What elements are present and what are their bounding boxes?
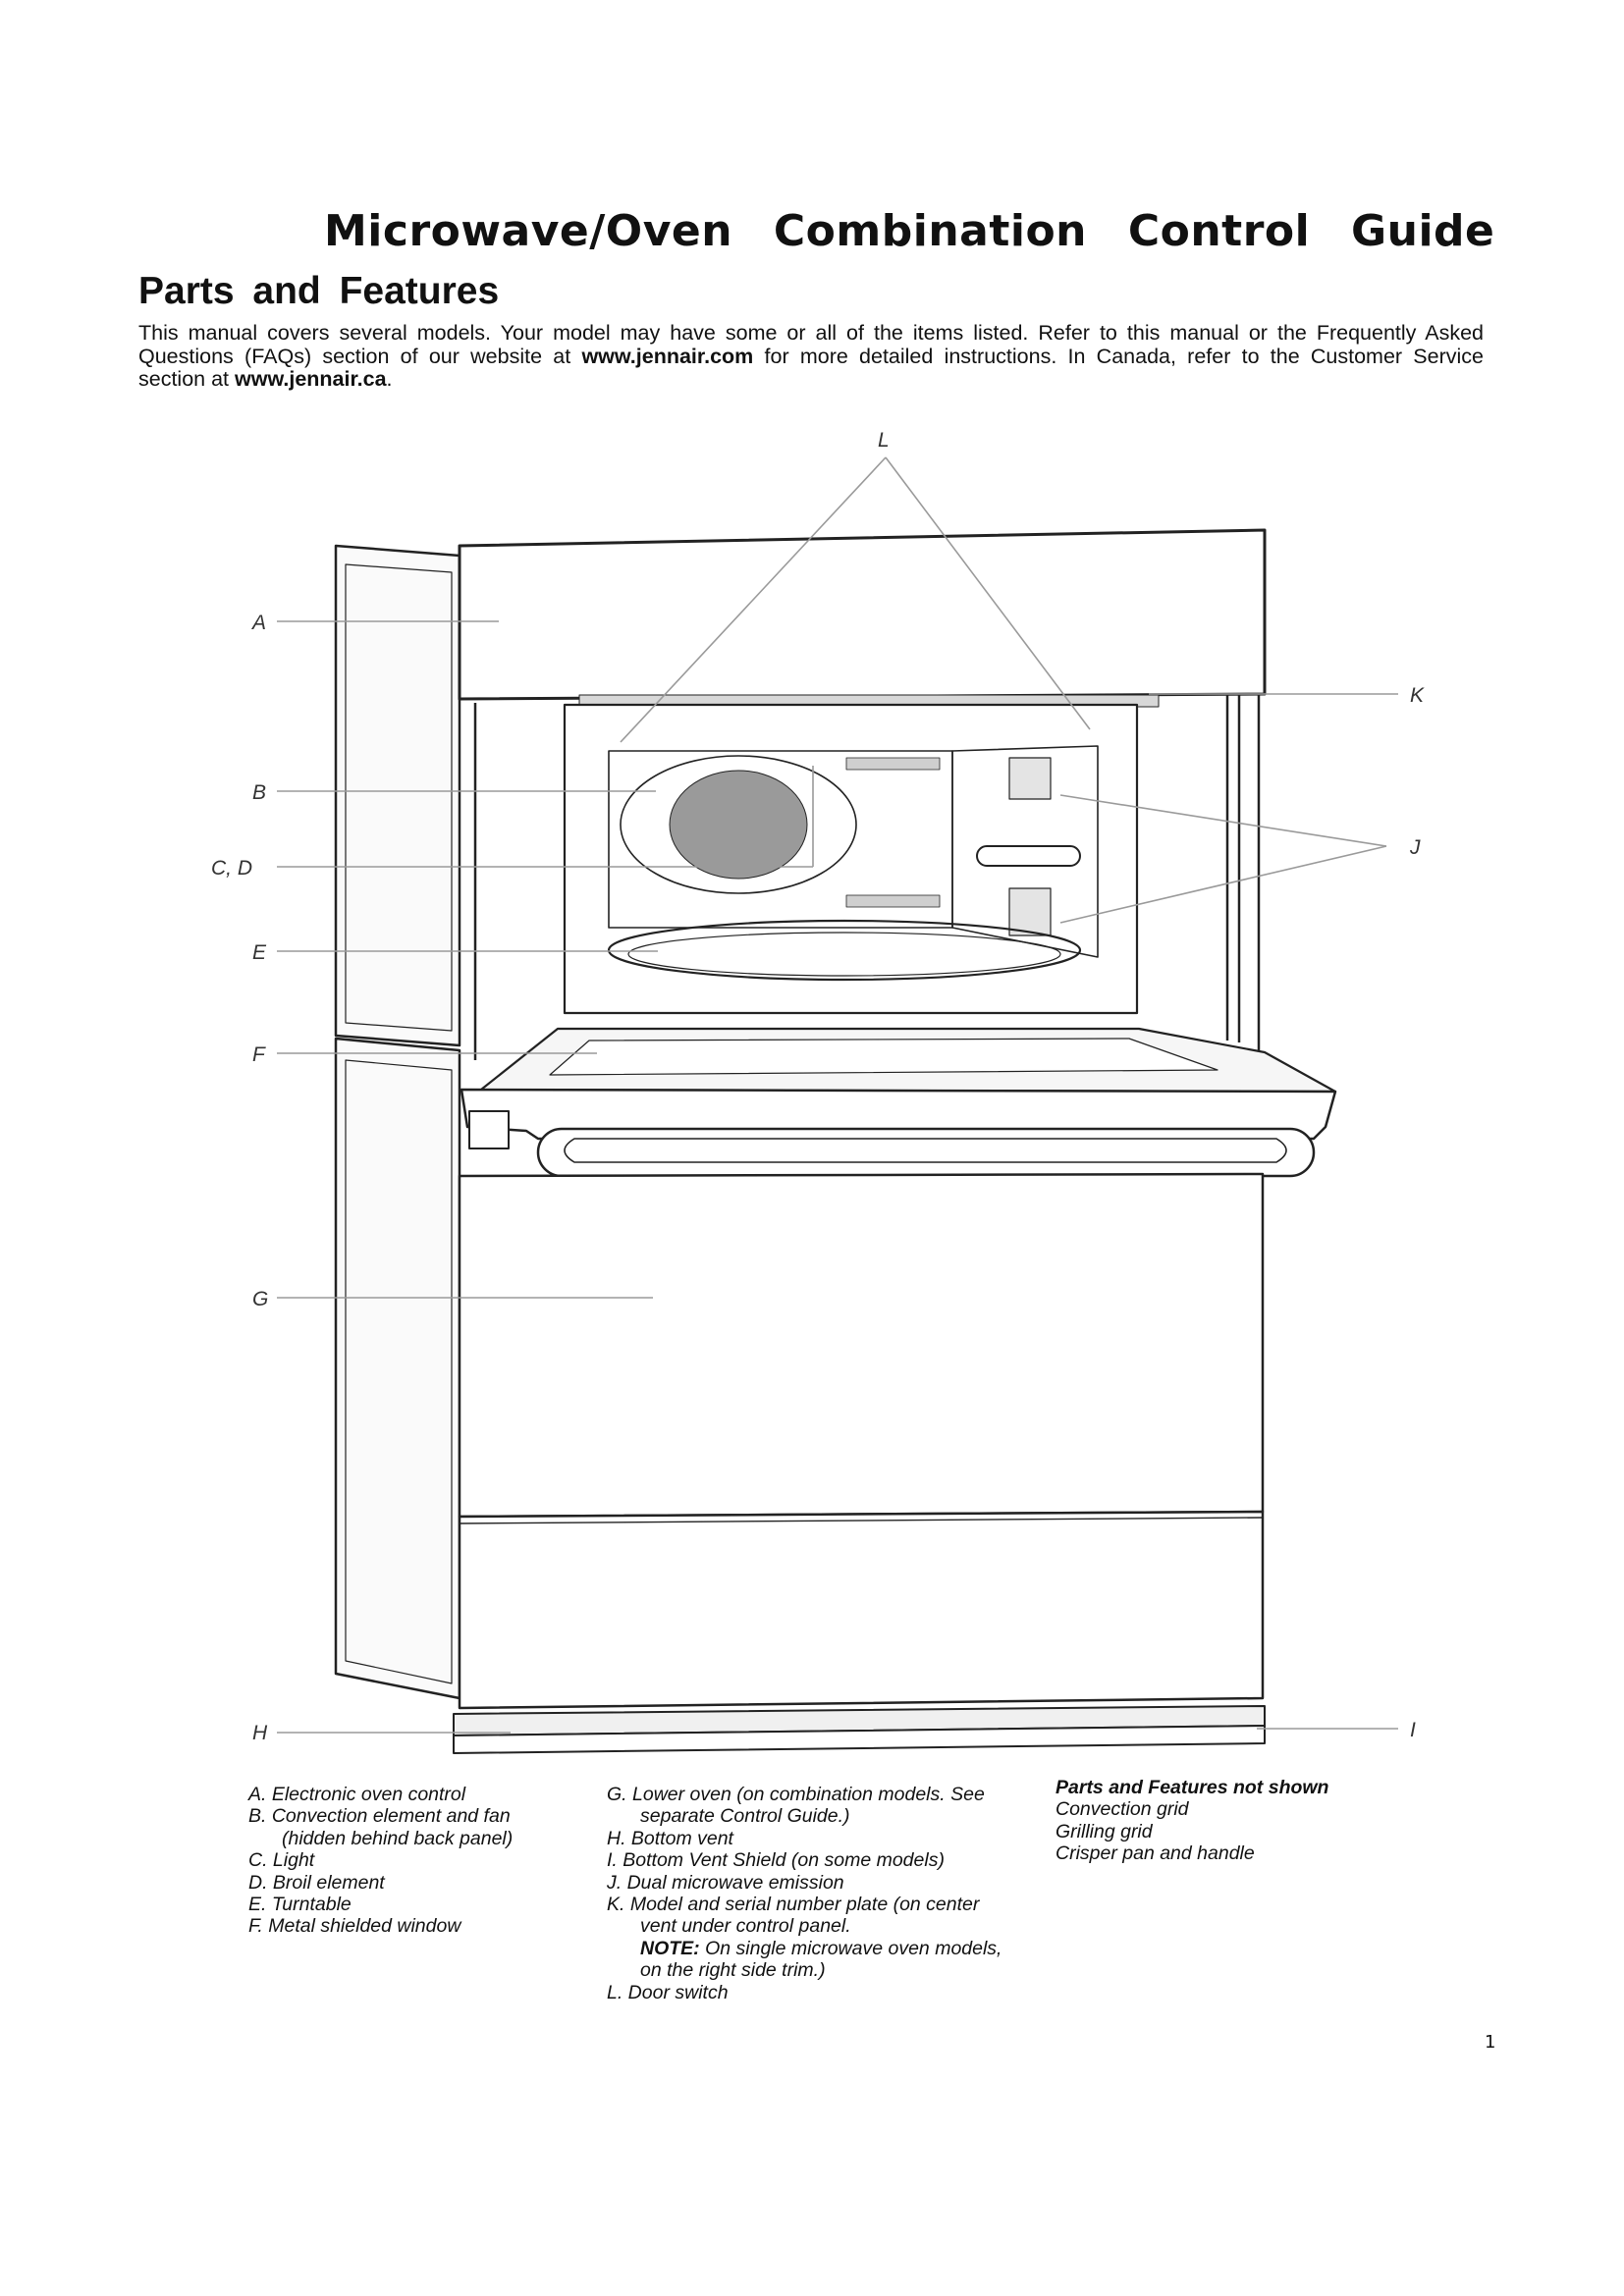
- legend-item-k-continued: vent under control panel.: [640, 1915, 851, 1938]
- callout-B: B: [252, 781, 267, 804]
- callout-A: A: [252, 612, 267, 634]
- legend-column-1: [248, 1784, 563, 1938]
- legend-item-i: I. Bottom Vent Shield (on some models): [607, 1849, 945, 1872]
- callout-E: E: [252, 941, 267, 964]
- callout-H: H: [252, 1722, 268, 1744]
- legend-item-j: J. Dual microwave emission: [607, 1871, 844, 1894]
- not-shown-item: Convection grid: [1056, 1798, 1189, 1821]
- callout-C-D: C, D: [211, 857, 252, 880]
- page-number: 1: [1485, 2032, 1496, 2053]
- section-title: Parts and Features: [138, 270, 500, 312]
- intro-line-1: This manual covers several models. Your model may have some or all of the items listed. Refer to this manual or the Frequently Asked: [138, 321, 1484, 345]
- legend-item-k-note-continued: on the right side trim.): [640, 1959, 826, 1982]
- not-shown-item: Grilling grid: [1056, 1820, 1153, 1842]
- not-shown-item: Crisper pan and handle: [1056, 1842, 1255, 1865]
- legend-item-k: K. Model and serial number plate (on center: [607, 1894, 980, 1916]
- callout-L: L: [878, 429, 890, 452]
- legend-item-g-continued: separate Control Guide.): [640, 1805, 850, 1828]
- website-link-canada[interactable]: www.jennair.ca: [235, 367, 387, 391]
- legend-item-d: D. Broil element: [248, 1871, 385, 1894]
- legend-item-a: A. Electronic oven control: [248, 1784, 466, 1805]
- cabinet-outline: [336, 530, 1335, 1753]
- legend-item-h: H. Bottom vent: [607, 1827, 733, 1849]
- callout-J: J: [1410, 836, 1421, 859]
- legend-column-3: [1056, 1777, 1380, 1865]
- note-label: NOTE:: [640, 1937, 700, 1959]
- not-shown-header: Parts and Features not shown: [1056, 1777, 1329, 1798]
- intro-text: Questions (FAQs) section of our website at: [138, 344, 582, 368]
- website-link-us[interactable]: www.jennair.com: [581, 344, 754, 368]
- intro-text: for more detailed instructions. In Canada, refer to the Customer Service: [753, 344, 1485, 368]
- intro-text: .: [386, 367, 393, 391]
- callout-G: G: [252, 1288, 269, 1310]
- legend-item-k-note: [607, 1938, 1039, 1959]
- callout-I: I: [1410, 1719, 1416, 1741]
- intro-text: section at: [138, 367, 235, 391]
- legend-item-f: F. Metal shielded window: [248, 1915, 461, 1938]
- legend-item-g: G. Lower oven (on combination models. See: [607, 1784, 985, 1805]
- callout-F: F: [252, 1043, 265, 1066]
- legend-item-b: B. Convection element and fan: [248, 1805, 511, 1828]
- legend-item-b-continued: (hidden behind back panel): [282, 1827, 514, 1849]
- legend-item-l: L. Door switch: [607, 1981, 729, 2003]
- document-title: Microwave/Oven Combination Control Guide: [324, 206, 1495, 256]
- callout-K: K: [1410, 684, 1425, 707]
- legend-item-c: C. Light: [248, 1849, 315, 1872]
- note-text: On single microwave oven models,: [699, 1937, 1002, 1959]
- legend-column-2: [607, 1784, 1039, 2003]
- legend-item-e: E. Turntable: [248, 1894, 352, 1916]
